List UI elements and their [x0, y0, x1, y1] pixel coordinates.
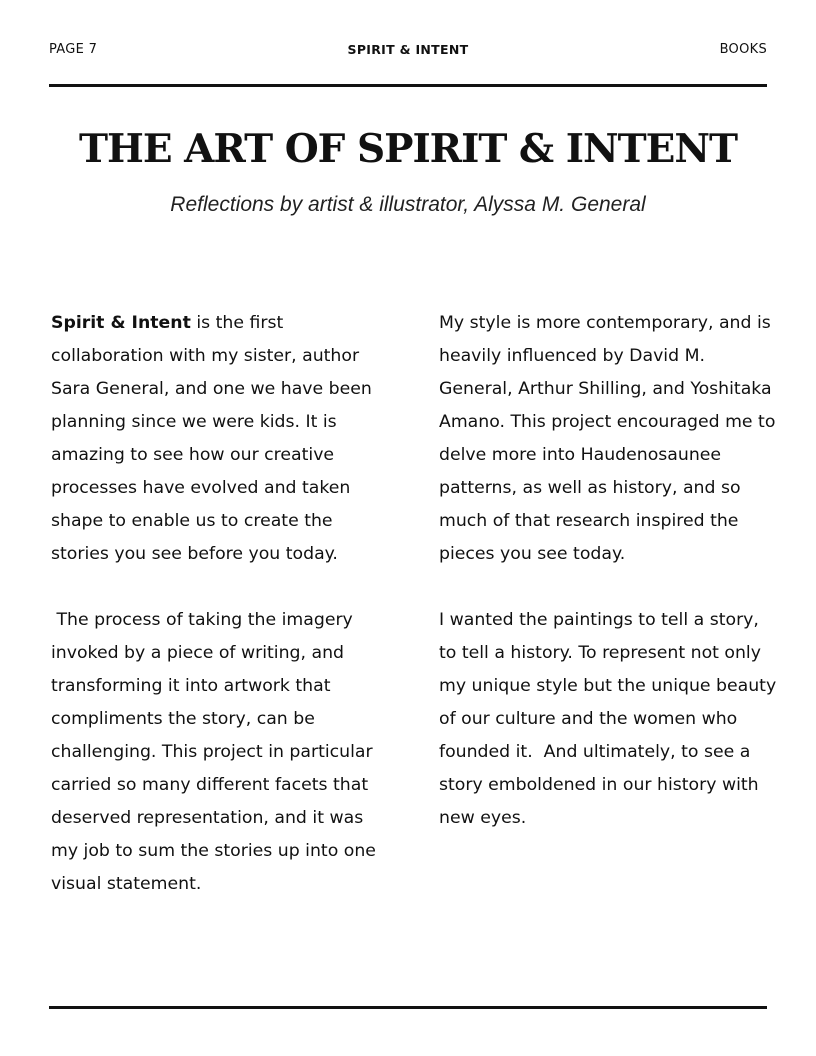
- page-number: PAGE 7: [49, 42, 98, 57]
- category-label: BOOKS: [719, 42, 767, 57]
- top-divider: [49, 84, 767, 87]
- left-column: [51, 307, 386, 934]
- page-header: [49, 42, 767, 62]
- right-column: [439, 307, 782, 868]
- left-paragraph-2: The process of taking the imagery invoked by a piece of writing, and transforming it into artwork that compliments the story, can be challenging. This project in particular carried so many different facets that deserved representation, and it was my job to sum the stories up into one visual statement.: [51, 610, 382, 894]
- left-paragraph-1-text: is the first collaboration with my sister, author Sara General, and one we have been planning since we were kids. It is amazing to see how our creative processes have evolved and taken shape to enable us to create the stories you see before you today.: [51, 313, 378, 564]
- right-paragraph-2: I wanted the paintings to tell a story, to tell a history. To represent not only my unique style but the unique beauty of our culture and the women who founded it. And ultimately, to see a story emboldened in our history with new eyes.: [439, 610, 782, 828]
- article-subtitle: Reflections by artist & illustrator, Alyssa M. General: [170, 193, 646, 216]
- section-title: SPIRIT & INTENT: [347, 42, 469, 57]
- book-title-bold: Spirit & Intent: [51, 313, 191, 333]
- left-paragraph-1: [51, 307, 386, 571]
- bottom-divider: [49, 1006, 767, 1009]
- article-title: THE ART OF SPIRIT & INTENT: [78, 126, 738, 172]
- right-paragraph-1: My style is more contemporary, and is heavily influenced by David M. General, Arthur Shilling, and Yoshitaka Amano. This project encouraged me to delve more into Haudenosaunee patterns, as well as history, and so much of that research inspired the pieces you see today.: [439, 313, 776, 564]
